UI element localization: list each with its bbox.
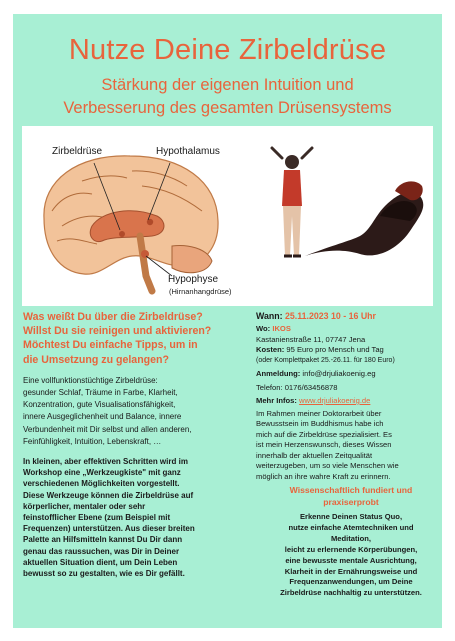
text-line: bewusst so zu gestalten, wie es Dir gefällt. (23, 569, 185, 579)
text-line: weiterzugeben, um so viele Menschen wie (256, 461, 399, 470)
question-line: Möchtest Du einfache Tipps, um in (23, 339, 198, 352)
benefit-line: Frequenzanwendungen, um Deine (289, 577, 413, 587)
registration (256, 369, 446, 380)
more-info-label: Mehr Infos: (256, 396, 297, 405)
more-info (256, 396, 446, 407)
text-line: Eine vollfunktionstüchtige Zirbeldrüse: (23, 375, 158, 385)
cost-value: 95 Euro pro Mensch und Tag (286, 345, 384, 354)
text-line: Konzentration, gute Visualisationsfähigkeit, (23, 400, 176, 410)
event-cost (256, 345, 446, 356)
benefit-line: eine bewusste mentale Ausrichtung, (285, 555, 417, 565)
benefit-line: nutze einfache Atemtechniken und (288, 522, 414, 532)
text-line: innerhalb der aktuellen Zeitqualität (256, 450, 373, 460)
question-line: Was weißt Du über die Zirbeldrüse? (23, 311, 203, 323)
text-line: Bewusstsein im Buddhismus habe ich (256, 419, 384, 428)
benefits-list (256, 512, 446, 599)
subtitle-line: Verbesserung des gesamten Drüsensystems (63, 99, 392, 117)
text-line: ist mein Herzenswunsch, dieses Wissen (256, 440, 392, 449)
poster-subtitle (13, 74, 442, 120)
text-line: gesunder Schlaf, Träume in Farbe, Klarheit, (23, 388, 178, 398)
about-paragraph (256, 409, 446, 483)
text-line: Verbundenheit mit Dir selbst und allen anderen, (23, 424, 192, 434)
text-line: Im Rahmen meiner Doktorarbeit über (256, 408, 382, 418)
benefit-line: Klarheit in der Ernährungsweise und (284, 566, 418, 576)
science-heading (256, 485, 446, 508)
text-line: möglich an ihre wahre Kraft zu erinnern. (256, 471, 391, 481)
when-value: 25.11.2023 10 - 16 Uhr (285, 311, 376, 321)
benefit-line: Zirbeldrüse nachhaltig zu unterstützen. (280, 588, 422, 598)
registration-email[interactable]: info@drjuliakoenig.eg (302, 369, 376, 378)
text-line: Workshop eine „Werkzeugkiste" mit ganz (23, 468, 181, 478)
text-line: Frequenzen) unterstützen. Aus dieser breiten (23, 524, 195, 534)
event-location (256, 324, 446, 335)
text-line: mich auf die Zirbeldrüse spezialisiert. Es (256, 429, 392, 439)
event-date (256, 310, 446, 322)
benefit-line: Meditation, (330, 533, 372, 543)
text-line: genau das raussuchen, was Dir in Deiner (23, 546, 180, 556)
question-line: Willst Du sie reinigen und aktivieren? (23, 325, 212, 338)
website-link[interactable]: www.drjuliakoenig.de (299, 396, 371, 405)
registration-label: Anmeldung: (256, 369, 301, 378)
where-value: IKOS (272, 324, 291, 333)
phone: Telefon: 0176/63456878 (256, 382, 338, 392)
text-line: feinstofflicher Ebene (zum Beispiel mit (23, 513, 171, 523)
science-line: praxiserprobt (323, 496, 379, 507)
illustration-row (22, 126, 433, 306)
text-line: innere Ausgeglichenheit und Balance, innere (23, 412, 182, 422)
when-label: Wann: (256, 311, 283, 321)
text-line: Feinfühligkeit, Intuition, Lebenskraft, … (23, 436, 162, 446)
right-column (256, 310, 446, 599)
science-line: Wissenschaftlich fundiert und (289, 485, 413, 495)
benefit-line: leicht zu erlernende Körperübungen, (284, 544, 418, 554)
address: Kastanienstraße 11, 07747 Jena (256, 334, 366, 344)
poster-title: Nutze Deine Zirbeldrüse (68, 34, 387, 66)
text-line: aktuellen Situation dient, um Dein Leben (23, 557, 178, 567)
cost-label: Kosten: (256, 345, 285, 354)
subtitle-line: Stärkung der eigenen Intuition und (101, 76, 354, 94)
workshop-paragraph (23, 456, 285, 579)
text-line: Palette an Hilfsmitteln kannst Du Dir dann (23, 535, 183, 545)
text-line: verschiedenen Möglichkeiten vorgestellt. (23, 479, 180, 489)
cost-package: (oder Komplettpaket 25.-26.11. für 180 Euro) (256, 356, 395, 364)
text-line: Diese Werkzeuge können die Zirbeldrüse auf (23, 490, 194, 500)
left-column (23, 310, 285, 579)
label-hypophyse: Hypophyse (168, 274, 219, 285)
intro-paragraph (23, 375, 285, 448)
benefit-line: Erkenne Deinen Status Quo, (299, 512, 403, 521)
label-hypothalamus: Hypothalamus (156, 146, 220, 157)
label-hirnanhangdruese: (Hirnanhangdrüse) (169, 287, 232, 296)
shadow-figure-illustration (260, 136, 430, 296)
question-line: die Umsetzung zu gelangen? (23, 353, 169, 366)
text-line: In kleinen, aber effektiven Schritten wird im (23, 457, 188, 467)
label-zirbeldruese: Zirbeldrüse (52, 146, 103, 157)
where-label: Wo: (256, 324, 271, 333)
workshop-poster (13, 14, 442, 628)
text-line: körperlicher, mentaler oder sehr (23, 501, 146, 511)
